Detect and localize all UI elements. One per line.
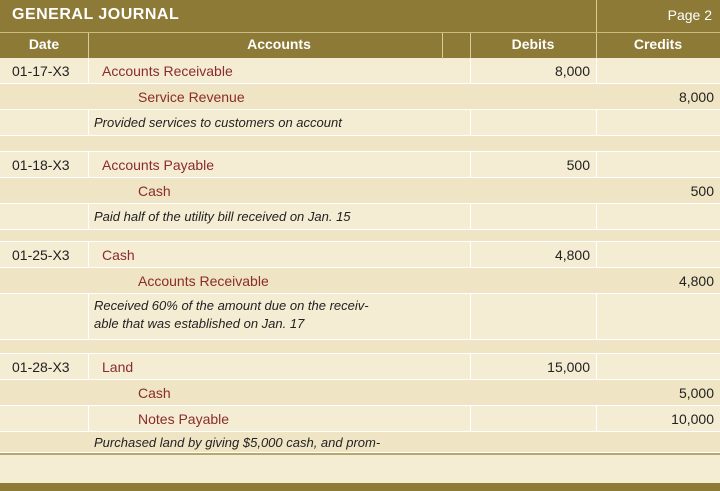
table-row	[0, 204, 720, 230]
table-row	[0, 178, 720, 204]
journal-title: GENERAL JOURNAL	[12, 6, 180, 23]
table-row	[0, 152, 720, 178]
table-row	[0, 432, 720, 453]
entry-memo	[94, 297, 444, 342]
table-row	[0, 242, 720, 268]
debit-account: Accounts Payable	[102, 157, 215, 173]
debit-amount: 15,000	[547, 359, 590, 375]
entry-memo-line: Purchased land by giving $5,000 cash, and prom-	[94, 435, 381, 450]
credit-amount: 4,800	[678, 273, 714, 289]
debit-amount: 4,800	[554, 247, 590, 263]
credit-account: Accounts Receivable	[138, 273, 269, 289]
spacer-row	[0, 230, 720, 242]
column-header-accounts: Accounts	[247, 36, 311, 52]
column-header-row	[0, 32, 720, 58]
entry-memo-line: Received 60% of the amount due on the receiv-	[94, 298, 369, 313]
credit-amount: 8,000	[678, 89, 714, 105]
table-row	[0, 268, 720, 294]
journal-footer	[0, 453, 720, 491]
credit-account: Notes Payable	[138, 411, 230, 427]
table-row	[0, 354, 720, 380]
debit-amount: 8,000	[554, 63, 590, 79]
credit-amount: 500	[690, 183, 714, 199]
credit-account: Cash	[138, 183, 171, 199]
title-divider	[596, 0, 597, 32]
footer-strip	[0, 483, 720, 491]
spacer-row	[0, 136, 720, 152]
credit-amount: 5,000	[678, 385, 714, 401]
credit-account: Service Revenue	[138, 89, 245, 105]
entry-memo	[94, 434, 444, 454]
table-row	[0, 84, 720, 110]
entry-memo-line: able that was established on Jan. 17	[94, 316, 305, 331]
page-number: Page 2	[667, 7, 712, 23]
column-header-date: Date	[28, 36, 60, 52]
entry-memo: Provided services to customers on account	[94, 115, 342, 130]
debit-account: Land	[102, 359, 134, 375]
entry-date: 01-28-X3	[12, 359, 70, 375]
column-divider	[442, 33, 443, 59]
journal-title-bar	[0, 0, 720, 32]
spacer-row	[0, 340, 720, 354]
entry-memo: Paid half of the utility bill received on Jan. 15	[94, 209, 351, 224]
debit-amount: 500	[566, 157, 590, 173]
credit-amount: 10,000	[671, 411, 714, 427]
entry-date: 01-25-X3	[12, 247, 70, 263]
entry-date: 01-17-X3	[12, 63, 70, 79]
table-row	[0, 294, 720, 340]
table-row	[0, 110, 720, 136]
table-row	[0, 58, 720, 84]
debit-account: Accounts Receivable	[102, 63, 233, 79]
column-header-debits: Debits	[511, 36, 555, 52]
table-row	[0, 380, 720, 406]
debit-account: Cash	[102, 247, 135, 263]
entry-date: 01-18-X3	[12, 157, 70, 173]
table-row	[0, 406, 720, 432]
credit-account: Cash	[138, 385, 171, 401]
column-header-credits: Credits	[633, 36, 683, 52]
